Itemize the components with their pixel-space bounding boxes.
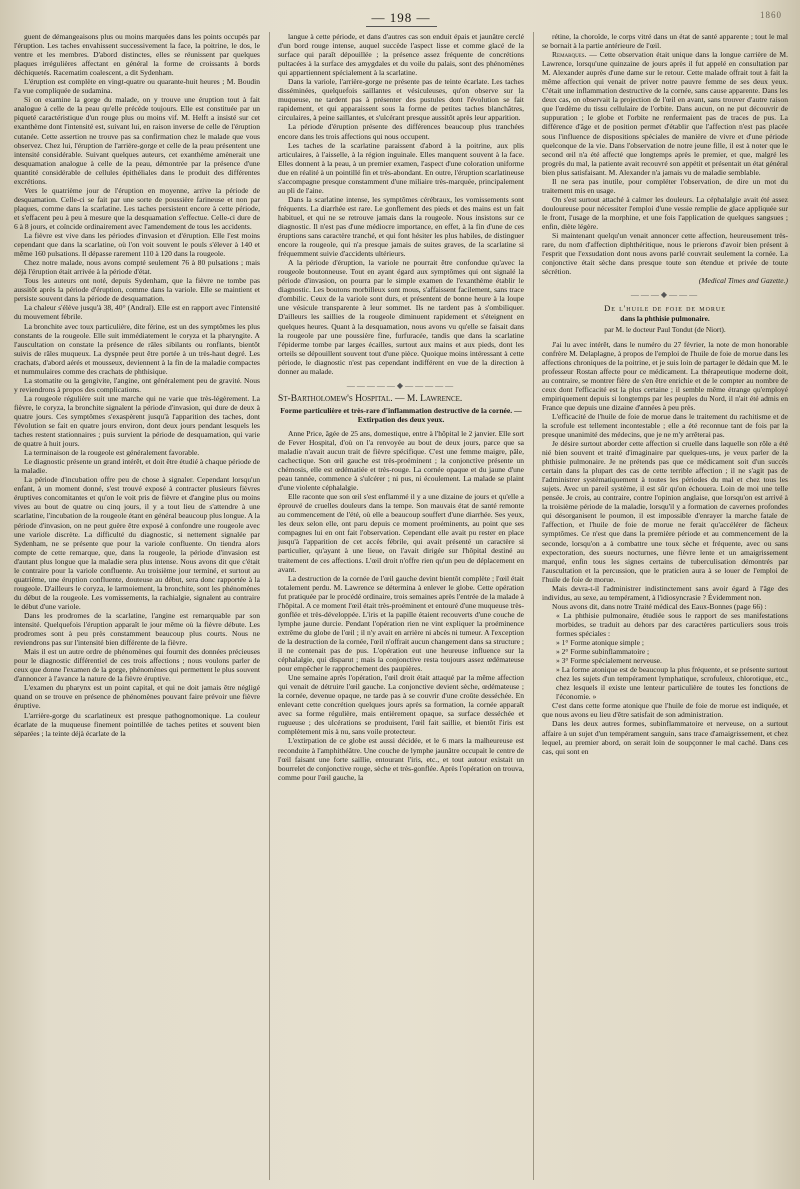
article-author: par M. le docteur Paul Tondut (de Niort). (604, 325, 726, 335)
paragraph: L'efficacité de l'huile de foie de morue dans le traitement du rachitisme et de la scrofule est tellement incontestable ; elle a été reconnue tant de fois par la presque unanimité des médecins, que je ne m'y arrêterai pas. (542, 411, 788, 439)
ornament-divider: —————◆————— (346, 380, 456, 390)
ornament-divider: ———◆——— (630, 290, 700, 300)
paragraph: On s'est surtout attaché à calmer les douleurs. La céphalalgie avait été assez douloureuse pour nécessiter l'emploi d'une vessie remplie de glace appliquée sur le front, l'usage de la morphine, et une fois l'application de quelques sangsues ; enfin, diète légère. (542, 194, 788, 231)
quote-line: » La forme atonique est de beaucoup la plus fréquente, et se présente surtout chez les sujets d'un tempérament lymphatique, scrofuleux, chlorotique, etc., chez lesquels il existe une lenteur particulière de toutes les fonctions de l'économie. » (556, 665, 788, 702)
paragraph: J'ai lu avec intérêt, dans le numéro du 27 février, la note de mon honorable confrère M. Delaplagne, à propos de l'emploi de l'huile de foie de morue dans les affections chroniques de la poitrine, et je suis loin de partager le dédain que M. le professeur Rostan affecte pour ce médicament. La thérapeutique moderne doit, au contraire, se montrer fière de s'en être enrichie et de le compter au nombre de ceux dont l'efficacité est la plus certaine ; il semble même étrange qu'employé empiriquement depuis si longtemps par les peuples du Nord, il n'ait été admis en France que depuis une dizaine d'années à peu près. (542, 339, 788, 412)
article-title: De l'huile de foie de morue (604, 303, 726, 314)
paragraph: La fièvre est vive dans les périodes d'invasion et d'éruption. Elle l'est moins cependant que dans la scarlatine, où l'on voit souvent le pouls s'élever à 140 et même 160 pulsations. Il dépasse rarement 110 à 120 dans la rougeole. (14, 231, 260, 259)
remarks-lead: Remarques. (552, 50, 587, 60)
paragraph: Dans les prodromes de la scarlatine, l'angine est remarquable par son intensité. Quelquefois l'éruption apparaît le jour même où la fièvre débute. Les prodromes sont à peu près constamment beaucoup plus courts. Nous ne reviendrons pas sur l'intensité bien différente de la fièvre. (14, 611, 260, 648)
paragraph: Dans la scarlatine intense, les symptômes cérébraux, les vomissements sont fréquents. La diarrhée est rare. Le gonflement des pieds et des mains est un fait habituel, et qui ne se retrouve jamais dans la rougeole. Nous insistons sur ce diagnostic. Il n'est pas d'une médiocre importance, en effet, à la fin d'une de ces éruptions sans caractère tranché, et qui font hésiter les plus habiles, de distinguer encore la rougeole, qui n'a presque jamais de suites graves, de la scarlatine si fréquemment suivie d'accidents ultérieurs. (278, 194, 524, 259)
paragraph: Le diagnostic présente un grand intérêt, et doit être étudié à chaque période de la maladie. (14, 457, 260, 476)
column-3 (533, 32, 788, 1180)
paragraph: La stomatite ou la gengivite, l'angine, ont généralement peu de gravité. Nous y reviendrons à propos des complications. (14, 375, 260, 394)
column-1 (14, 32, 260, 1180)
article-subtitle: dans la phthisie pulmonaire. (620, 314, 710, 324)
paragraph: Nous avons dit, dans notre Traité médical des Eaux-Bonnes (page 66) : (552, 601, 767, 611)
paragraph: Une semaine après l'opération, l'œil droit était attaqué par la même affection qui venait de détruire l'œil gauche. La conjonctive devient sèche, œdémateuse ; la cornée, devenue opaque, ne tarde pas à se couvrir d'une croûte desséchée. En enlevant cette concrétion quelques jours après sa formation, la cornée apparaît avec sa forme régulière, mais entièrement opaque, sa surface desséchée et rugueuse ; des ulcérations se produisent, l'œil fait saillie, et bientôt l'iris est complètement mis à nu, sans voile protecteur. (278, 673, 524, 737)
paragraph: L'extirpation de ce globe est aussi décidée, et le 6 mars la malheureuse est reconduite à l'amphithéâtre. Une couche de lymphe jaunâtre occupait le centre de l'œil faisant une forte saillie, entourant l'iris, etc., et tout autour existait un bourrelet de conjonctive rouge, sèche et très-gonflée. Après l'opération on trouva, comme pour l'œil gauche, la (278, 736, 524, 782)
paragraph: La chaleur s'élève jusqu'à 38, 40° (Andral). Elle est en rapport avec l'intensité du mouvement fébrile. (14, 303, 260, 322)
paragraph: Mais il est un autre ordre de phénomènes qui fournit des données précieuses pour le diagnostic différentiel de ces trois affections ; nous voulons parler de ceux que donne l'examen de la gorge, phénomènes qui permettent le plus souvent d'annoncer à l'avance la nature de la fièvre éruptive. (14, 647, 260, 684)
paragraph: Elle raconte que son œil s'est enflammé il y a une dizaine de jours et qu'elle a éprouvé de cruelles douleurs dans la tempe. Son mauvais état de santé remonte au commencement de l'été, où elle a beaucoup souffert d'une diarrhée. Ses yeux, les deux selon elle, ont paru depuis ce moment proéminents, au point que ses compagnes lui en ont fait l'observation. Cependant elle avait pu rester en place jusqu'à l'apparition de cet accès fébrile, qui avait présenté un caractère si particulier, qu'ayant à une lieue, on l'avait dirigée sur l'hôpital destiné au traitement de ces affections. L'œil droit n'offre rien qu'un peu de déplacement en avant. (278, 492, 524, 574)
paragraph: langue à cette période, et dans d'autres cas son enduit épais et jaunâtre cerclé d'un bord rouge intense, auquel succède l'aspect lisse et comme glacé de la surface qui paraît dépouillée ; la présence assez fréquente de concrétions pultacées à la surface des amygdales et du voile du palais, sont des phénomènes qui appartiennent spécialement à la scarlatine. (278, 32, 524, 78)
quote-line: » 1° Forme atonique simple ; (556, 638, 644, 648)
paragraph: Si maintenant quelqu'un venait annoncer cette affection, heureusement très-rare, du nom d'affection diphthéritique, nous le prierons d'avoir bien présent à l'esprit que l'exsudation dont nous avons parlé couvrait seulement la cornée. La conjonctive était sèche dans presque toute son étendue et privée de toute sécrétion. (542, 231, 788, 277)
paragraph: rétine, la choroïde, le corps vitré dans un état de santé apparente ; tout le mal se bornait à la partie antérieure de l'œil. (542, 32, 788, 51)
quoted-list (542, 611, 788, 701)
paragraph: Dans la variole, l'arrière-gorge ne présente pas de teinte écarlate. Les taches disséminées, quelquefois saillantes et vésiculeuses, qu'on observe sur la muqueuse, ne tardent pas à présenter des pustules dont l'évolution se fait rapidement, et qui apparaissent sous la forme de petites taches blanchâtres, circulaires, à peine saillantes, et s'ulcérant presque aussitôt après leur apparition. (278, 77, 524, 123)
paragraph: Dans les deux autres formes, subinflammatoire et nerveuse, on a surtout affaire à un sujet d'un tempérament sanguin, sans trace d'amaigrissement, et chez lequel, au premier abord, on serait loin de soupçonner le mal caché. Dans ces cas, qui sont en (542, 719, 788, 756)
paragraph: guent de démangeaisons plus ou moins marquées dans les points occupés par l'éruption. Les taches envahissent successivement la face, la poitrine, le dos, le ventre et les membres. D'abord distinctes, elles se réunissent par quelques plaques irrégulières affectant en général la forme de croissants à bords déchiquetés. Racematim coalescent, a dit Sydenham. (14, 32, 260, 78)
paragraph: Mais devra-t-il l'administrer indistinctement sans avoir égard à l'âge des individus, au sexe, au tempérament, à l'idiosyncrasie ? Évidemment non. (542, 583, 788, 602)
paragraph: La période d'éruption présente des différences beaucoup plus tranchées encore dans les trois affections qui nous occupent. (278, 122, 524, 141)
paragraph: Je désire surtout aborder cette affection si cruelle dans laquelle son rôle a été nié bien souvent et traité d'imaginaire par quelques-uns, je veux parler de la phthisie pulmonaire. Je ne prétends pas que ce médicament soit d'un succès certain dans la plupart des cas de cette terrible affection ; il ne s'agit pas de l'administrer systématiquement à toutes les périodes du mal et chez tous les sujets. Avec un pareil système, il est sûr qu'on échouera. Loin de moi une telle pensée. Je crois, au contraire, contre l'opinion anglaise, que lorsqu'on est arrivé à la troisième période de la maladie, lorsqu'il y a formation de cavernes profondes qui désorganisent le poumon, il est impossible d'enrayer la marche fatale de l'affection, et l'huile de foie de morue ne ferait qu'accélérer de fâcheux symptômes. Ce n'est que dans la première période et au commencement de la seconde, lorsqu'on a à combattre une toux sèche et fréquente, avec ou sans expectoration, des sueurs nocturnes, une fièvre lente et un amaigrissement marqué, enfin tous les signes certains de tuberculisation démontrés par l'auscultation et la percussion, que le praticien aura à se louer de l'emploi de l'huile de foie de morue. (542, 439, 788, 584)
paragraph: Chez notre malade, nous avons compté seulement 76 à 80 pulsations ; mais déjà l'éruption était arrivée à la période d'état. (14, 258, 260, 277)
section-subheading: Forme particulière et très-rare d'inflammation destructive de la cornée. — Extirpation des deux yeux. (280, 405, 522, 424)
paragraph: L'éruption est complète en vingt-quatre ou quarante-huit heures ; M. Boudin l'a vue compliquée de sudamina. (14, 77, 260, 96)
paragraph: Vers le quatrième jour de l'éruption en moyenne, arrive la période de desquamation. Celle-ci se fait par une sorte de poussière farineuse et non par plaques, comme dans la scarlatine. Les taches persistent encore à cette période, et s'effacent peu à peu à mesure que la desquamation s'effectue. Celle-ci dure de 6 à 8 jours, et coïncide ordinairement avec l'amendement de tous les accidents. (14, 185, 260, 231)
corner-stamp: 1860 (760, 10, 782, 20)
paragraph: La terminaison de la rougeole est généralement favorable. (24, 448, 200, 458)
paragraph: La rougeole régulière suit une marche qui ne varie que très-légèrement. La fièvre, le coryza, la bronchite signalent la période d'invasion, qui dure de deux à quatre jours. Ces symptômes s'exaspèrent jusqu'à l'apparition des taches, dont l'évolution se fait en quatre jours environ, dont deux jours pendant lesquels les taches restent stationnaires ; puis survient la période de desquamation, qui varie de quatre à huit jours. (14, 393, 260, 449)
page-number: — 198 — (366, 10, 437, 27)
column-2 (269, 32, 524, 1180)
section-heading: St-Bartholomew's Hospital. — M. Lawrence. (278, 393, 463, 404)
paragraph: Si on examine la gorge du malade, on y trouve une éruption tout à fait analogue à celle de la peau qu'elle précède toujours. Elle est constituée par un piqueté caractéristique d'un rouge plus ou moins vif. M. Helft a insisté sur cet exanthème dont l'intensité est, suivant lui, en raison inverse de celle de l'éruption cutanée. Cette assertion ne trouve pas sa confirmation chez le malade que vous observez. Chez lui, l'éruption de l'arrière-gorge et celle de la peau présentent une intensité considérable. Suivant quelques auteurs, cet exanthème amènerait une desquamation analogue à celle de la peau, démontrée par la présence d'une quantité considérable de cellules épithéliales dans le produit des différentes excrétions. (14, 95, 260, 186)
paragraph: Anne Price, âgée de 25 ans, domestique, entre à l'hôpital le 2 janvier. Elle sort de Fever Hospital, d'où on l'a renvoyée au bout de deux jours, parce que sa maladie n'avait aucun trait de fièvre spécifique. C'est une femme maigre, pâle, cachectique. Son œil gauche est très-proéminent ; la conjonctive présente un chémosis, elle est œdématiée et très-rouge. La cornée opaque et du jaune d'une peau tannée, commence à s'ulcérer ; ni pus, ni écoulement. La malade se plaint d'une violente céphalalgie. (278, 428, 524, 493)
quote-line: « La phthisie pulmonaire, étudiée sous le rapport de ses manifestations morbides, se traduit au dehors par des caractères particuliers sous trois formes spéciales : (556, 610, 788, 638)
paragraph: L'arrière-gorge du scarlatineux est presque pathognomonique. La couleur écarlate de la muqueuse finement pointillée de taches petites et souvent bien séparées ; la teinte déjà écarlate de la (14, 710, 260, 738)
paragraph: Les taches de la scarlatine paraissent d'abord à la poitrine, aux plis articulaires, à l'aisselle, à la région inguinale. Elles manquent souvent à la face. Elles donnent à la peau, à un premier examen, l'aspect d'une coloration uniforme due en réalité à un pointillé fin et très-abondant. En outre, l'éruption scarlatineuse s'accompagne presque constamment d'une miliaire très-marquée, principalement au pli de l'aine. (278, 140, 524, 195)
quote-line: » 2° Forme subinflammatoire ; (556, 647, 650, 657)
paragraph: La destruction de la cornée de l'œil gauche devint bientôt complète ; l'œil était totalement perdu. M. Lawrence se détermina à enlever le globe. Cette opération fut pratiquée par le procédé ordinaire, trois semaines après l'entrée de la malade à l'hôpital. A ce moment l'œil était très-proéminent et entouré d'une muqueuse très-gonflée et très-développée. L'iris et la papille étaient recouverts d'une couche de lymphe jaune durcie. Pendant l'opération rien ne vint expliquer la proéminence extrême du globe de l'œil ; il n'y avait en arrière ni abcès ni tumeur. A l'exception de la destruction de la cornée, l'œil n'offrait aucun changement dans sa structure ; il ne contenait pas de pus. L'opération eut une heureuse influence sur la céphalalgie, qui disparut ; mais la conjonctive resta toujours assez œdémateuse pour empêcher le rapprochement des paupières. (278, 573, 524, 674)
source-citation: (Medical Times and Gazette.) (698, 276, 788, 286)
page-header (14, 10, 788, 32)
remarks-paragraph (542, 50, 788, 177)
paragraph: Tous les auteurs ont noté, depuis Sydenham, que la fièvre ne tombe pas aussitôt après la période d'éruption, comme dans la variole. Elle se maintient et persiste souvent dans la période de desquamation. (14, 276, 260, 304)
paragraph: C'est dans cette forme atonique que l'huile de foie de morue est indiquée, et que nous avons eu lieu d'être satisfait de son administration. (542, 701, 788, 720)
remarks-text: — Cette observation était unique dans la longue carrière de M. Lawrence, lorsqu'une quinzaine de jours après il fut appelé en consultation par M. Alexander auprès d'une dame sur le retour. Cette malade offrait tout à fait la même affection qui venait de priver notre pauvre femme de ses deux yeux. C'était une inflammation destructive de la cornée, sans cause apparente. Dans les deux cas, on observait la projection de l'œil en avant, sans trouver d'autre raison que l'œdème du tissu cellulaire de l'orbite. Dans aucun, on ne put découvrir de suppuration ; le globe et l'orbite ne renfermaient pas de traces de pus. La différence d'âge et de position permet d'établir que l'affection n'est pas placée sous l'influence de dispositions spéciales de manière de vivre et d'une période quelconque de la vie. Dans l'observation de notre jeune fille, il est à noter que le second œil n'a été affecté que longtemps après le premier, et que, malgré les progrès du mal, la patiente avait recouvré son appétit et présentait un état général bien plus satisfaisant. M. Alexander n'a jamais vu de maladie semblable. (542, 50, 788, 177)
paragraph: A la période d'éruption, la variole ne pourrait être confondue qu'avec la rougeole boutonneuse. Tout en ayant égard aux symptômes qui ont signalé la période d'invasion, on pourra par le simple examen de l'exanthème établir le diagnostic. Les boutons morbilleux sont mous, s'affaissent facilement, sans trace d'ombilic. Ceux de la variole sont durs, et présentent de bonne heure à la loupe une vésicule transparente à leur sommet. Ils ne tardent pas à s'ombiliquer. D'ailleurs les saillies de la rougeole diminuent rapidement et s'éteignent en quelques heures. Quant à la desquamation, nous avons vu qu'elle se faisait dans la rougeole par une poussière fine, furfuracée, tandis que dans la scarlatine l'épiderme tombe par larges écailles, surtout aux mains et aux pieds, dont les orteils se dépouillent souvent tout d'une pièce. Quoique moins intéressant à cette période, le diagnostic n'est pas cependant indifférent en vue de la direction à donner au malade. (278, 258, 524, 376)
paragraph: L'examen du pharynx est un point capital, et qui ne doit jamais être négligé quand on se trouve en présence de phénomènes pouvant faire prévoir une fièvre éruptive. (14, 683, 260, 711)
paragraph: La bronchite avec toux particulière, dite férine, est un des symptômes les plus constants de la rougeole. Elle suit immédiatement le coryza et la pharyngite. A l'auscultation on constate la présence de râles sibilants ou ronflants, bientôt suivis de râles muqueux. La dyspnée peut être portée à un très-haut degré. Les crachats, d'abord aérés et mousseux, deviennent à la fin de la maladie compactes et nummulaires comme des crachats de phthisique. (14, 321, 260, 376)
paragraph: La période d'incubation offre peu de chose à signaler. Cependant lorsqu'un enfant, à un moment donné, s'est trouvé exposé à contracter plusieurs fièvres éruptives concomitantes et qu'on le voit pris de fièvre et d'angine plus ou moins vives au bout de quatre ou cinq jours, il y a tout lieu de s'attendre à une scarlatine, l'incubation de la rougeole étant en général beaucoup plus longue. A la période d'invasion, on ne peut guère être exposé à confondre une rougeole avec une variole discrète. La difficulté du diagnostic, si nettement signalée par Sydenham, ne se présente que pour la variole confluente. On tiendra alors compte de cette remarque, que, dans la rougeole, la période d'invasion est d'autant plus longue que la maladie sera plus intense. Nous avons dit que c'était le contraire pour la variole confluente. Au troisième jour terminé, et surtout au quatrième, une éruption confluente, douteuse au début, sera donc rapportée à la rougeole. D'ailleurs le coryza, le larmoiement, la bronchite, sont les phénomènes du début de la rougeole. Les vomissements, la rachialgie, signalent au contraire le début d'une variole. (14, 475, 260, 611)
quote-line: » 3° Forme spécialement nerveuse. (556, 656, 662, 666)
text-columns (14, 32, 788, 1180)
paragraph: Il ne sera pas inutile, pour compléter l'observation, de dire un mot du traitement mis en usage. (542, 176, 788, 195)
